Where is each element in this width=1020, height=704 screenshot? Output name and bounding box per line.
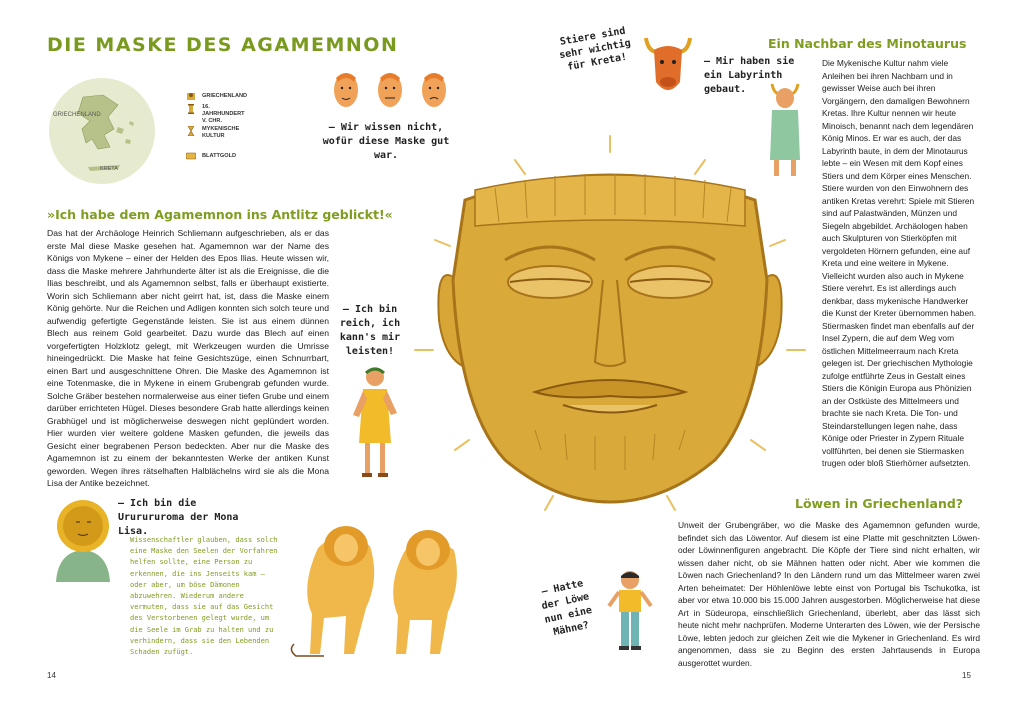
minotaur-body-text: Die Mykenische Kultur nahm viele Anleihen bei ihren Nachbarn und in gewisser Weise auch bei ihren Vorgängern, den damaligen Bewohnern Kretas. Ihre Kultur nennen wir heute Minoisch, benannt nach dem legendären König Minos. Er war es auch, der das Labyrinth baute, in dem der Minotaurus lebte – ein Wesen mit dem Kopf eines Stiers und dem Körper eines Menschen. Stiere wurden von den Einwohnern des antiken Kretas verehrt: Spiele mit Stieren sind auf Palastwänden, Münzen und Siegeln abgebildet. Archäologen haben auch Skulpturen von Stierköpfen mit vergoldeten Hörnern gefunden, eine auf Kreta und eine weitere in Mykene. Vielleicht wurden also auch in Mykene Stiere verehrt. Es ist allerdings auch denkbar, dass mykenische Handwerker die Kunst der Kreter übernommen haben. Stiermasken findet man ebenfalls auf der Insel Zypern, die auf dem Weg vom östlichen Mittelmeerraum nach Kreta gelegen ist. Der griechischen Mythologie zufolge entführte Zeus in Gestalt eines Stiers die Königin Europa aus Phönizien an der Ostküste des Mittelmeers und brachte sie nach Kreta. Die Ton- und Steindarstellungen legen nahe, dass Könige oder Priester in Zypern Rituale vollführten, bei denen sie Stiermasken trugen oder bloß Stierhörner aufsetzten. [822,58,977,468]
lions-body-text: Unweit der Grubengräber, wo die Maske des Agamemnon gefunden wurde, befindet sich das Löwentor. Auf diesem ist eine Platte mit geschnitzten Löwen- oder Löwinnenfiguren angebracht. Die Köpfe der Tiere sind nicht erhalten, wir wissen daher nicht, ob sie Mähnen hatten oder nicht. Aber wie kommen die Löwen nach Griechenland? In den Ländern rund um das Mittelmeer waren zwei Arten beheimatet: Der Höhlenlöwe lebte einst von Portugal bis Tschukotka, ist aber vor etwa 10.000 bis 15.000 Jahren ausgestorben. Möglicherweise hat diese Art in Südeuropa, einschließlich Griechenland, überlebt, aber das lässt sich heute nicht mehr nachprüfen. Moderne Unterarten des Löwen, wie der Persische Löwe, lebten jedoch zur gleichen Zeit wie die Mykener in Griechenland. Es wird angenommen, dass sie zu Beginn des ersten Jahrtausends in Europa ausgerottet wurden. [678,520,980,668]
mona-note: Wissenschaftler glauben, dass solch eine Maske den Seelen der Vorfahren helfen sollte, eine Person zu erkennen, die ins Jenseits kam – oder aber, um böse Dämonen abzuwehren. Wiederum andere vermuten, dass sie auf das Gesicht des Verstorbenen gelegt wurde, um die Seele im Grab zu halten und zu verhindern, dass sie den Lebenden Schaden zufügt. [130,536,278,657]
lions-illustration [284,518,474,660]
map-label-greece: GRIECHENLAND [53,112,101,118]
boy-illustration [605,568,655,654]
bull-speech: Stiere sind sehr wichtig für Kreta! [558,25,632,73]
legend-item [186,88,276,104]
page-number-left: 14 [47,671,56,680]
quote-heading: »Ich habe dem Agamemnon ins Antlitz geblickt!« [47,207,393,222]
faces-speech: – Wir wissen nicht, wofür diese Maske gut war. [322,122,450,161]
gold-leaf-icon [186,151,196,161]
map-label-crete: KRETA [100,166,118,172]
page-title: DIE MASKE DES AGAMEMNON [47,34,399,56]
legend-label: BLATTGOLD [202,153,237,159]
location-icon [186,91,196,101]
three-faces-illustration [330,66,450,112]
legend [186,88,276,164]
face [334,73,358,107]
legend-item [186,104,276,126]
legend-label: GRIECHENLAND [202,93,248,99]
agamemnon-mask-illustration [395,130,825,530]
page-number-right: 15 [962,671,971,680]
left-body-text: Das hat der Archäologe Heinrich Schliemann aufgeschrieben, als er das erste Mal diese Maske gesehen hat. Agamemnon war der Name des Königs von Mykene – einer der Helden des Epos Ilias. Heute wissen wir, dass die Maske mehrere Jahrhunderte älter ist als die Ereignisse, die die Ilias beschreibt, und als Agamemnon selbst, falls er überhaupt existierte. Worin sich Schliemann aber nicht geirrt hat, ist, dass die Maske einem König gehörte. Nur die Reichen und Adligen konnten sich solch teure und aufwendig gefertigte Gegenstände leisten. Sie ist aus einem dünnen Blech aus reinem Gold gearbeitet. Dazu wurde das Blech auf einen vorgefertigten Holzklotz gelegt, mit Werkzeugen wurden die Umrisse hineingedrückt. Die Maske hat feine Gesichtszüge, einen Schnurrbart, einen Bart und ausgeschnittene Ohren. Die Maske des Agamemnon ist eine Totenmaske, die in Mykene in einem Grubengrab gefunden wurde. Solche Gräber bestehen normalerweise aus einer tiefen Grube und einem darüber errichteten Hügel. Dieses besondere Grab hatte allerdings keinen Grabhügel und ist möglicherweise deswegen nicht geplündert worden. Hier wurden vier weitere goldene Masken gefunden, die jeweils das Gesicht einer begrabenen Person bedeckten. Aber nur die Maske des Agamemnon ist zu einem der bekanntesten Werke der antiken Kunst geworden. Wegen ihres rätselhaften Halblächelns wird sie als die Mona Lisa der Antike bezeichnet. [47,228,329,488]
minotaur-illustration [760,80,810,180]
column-icon [186,104,196,114]
mona-illustration [50,492,116,582]
lion-question-speech: – Hatte der Löwe nun eine Mähne? [540,578,594,639]
lions-heading: Löwen in Griechenland? [795,496,964,511]
legend-label: 16. JAHRHUNDERT V. CHR. [202,104,245,124]
hourglass-icon [186,126,196,136]
legend-item [186,148,276,164]
minotaur-speech: – Mir haben sie ein Labyrinth gebaut. [704,56,795,95]
minotaur-heading: Ein Nachbar des Minotaurus [768,36,967,51]
legend-item [186,126,276,148]
bull-head-illustration [640,32,696,100]
legend-label: MYKENISCHE KULTUR [202,126,240,139]
rich-man-speech: – Ich bin reich, ich kann's mir leisten! [339,304,401,357]
mona-speech: – Ich bin die Ururururoma der Mona Lisa. [118,498,239,537]
